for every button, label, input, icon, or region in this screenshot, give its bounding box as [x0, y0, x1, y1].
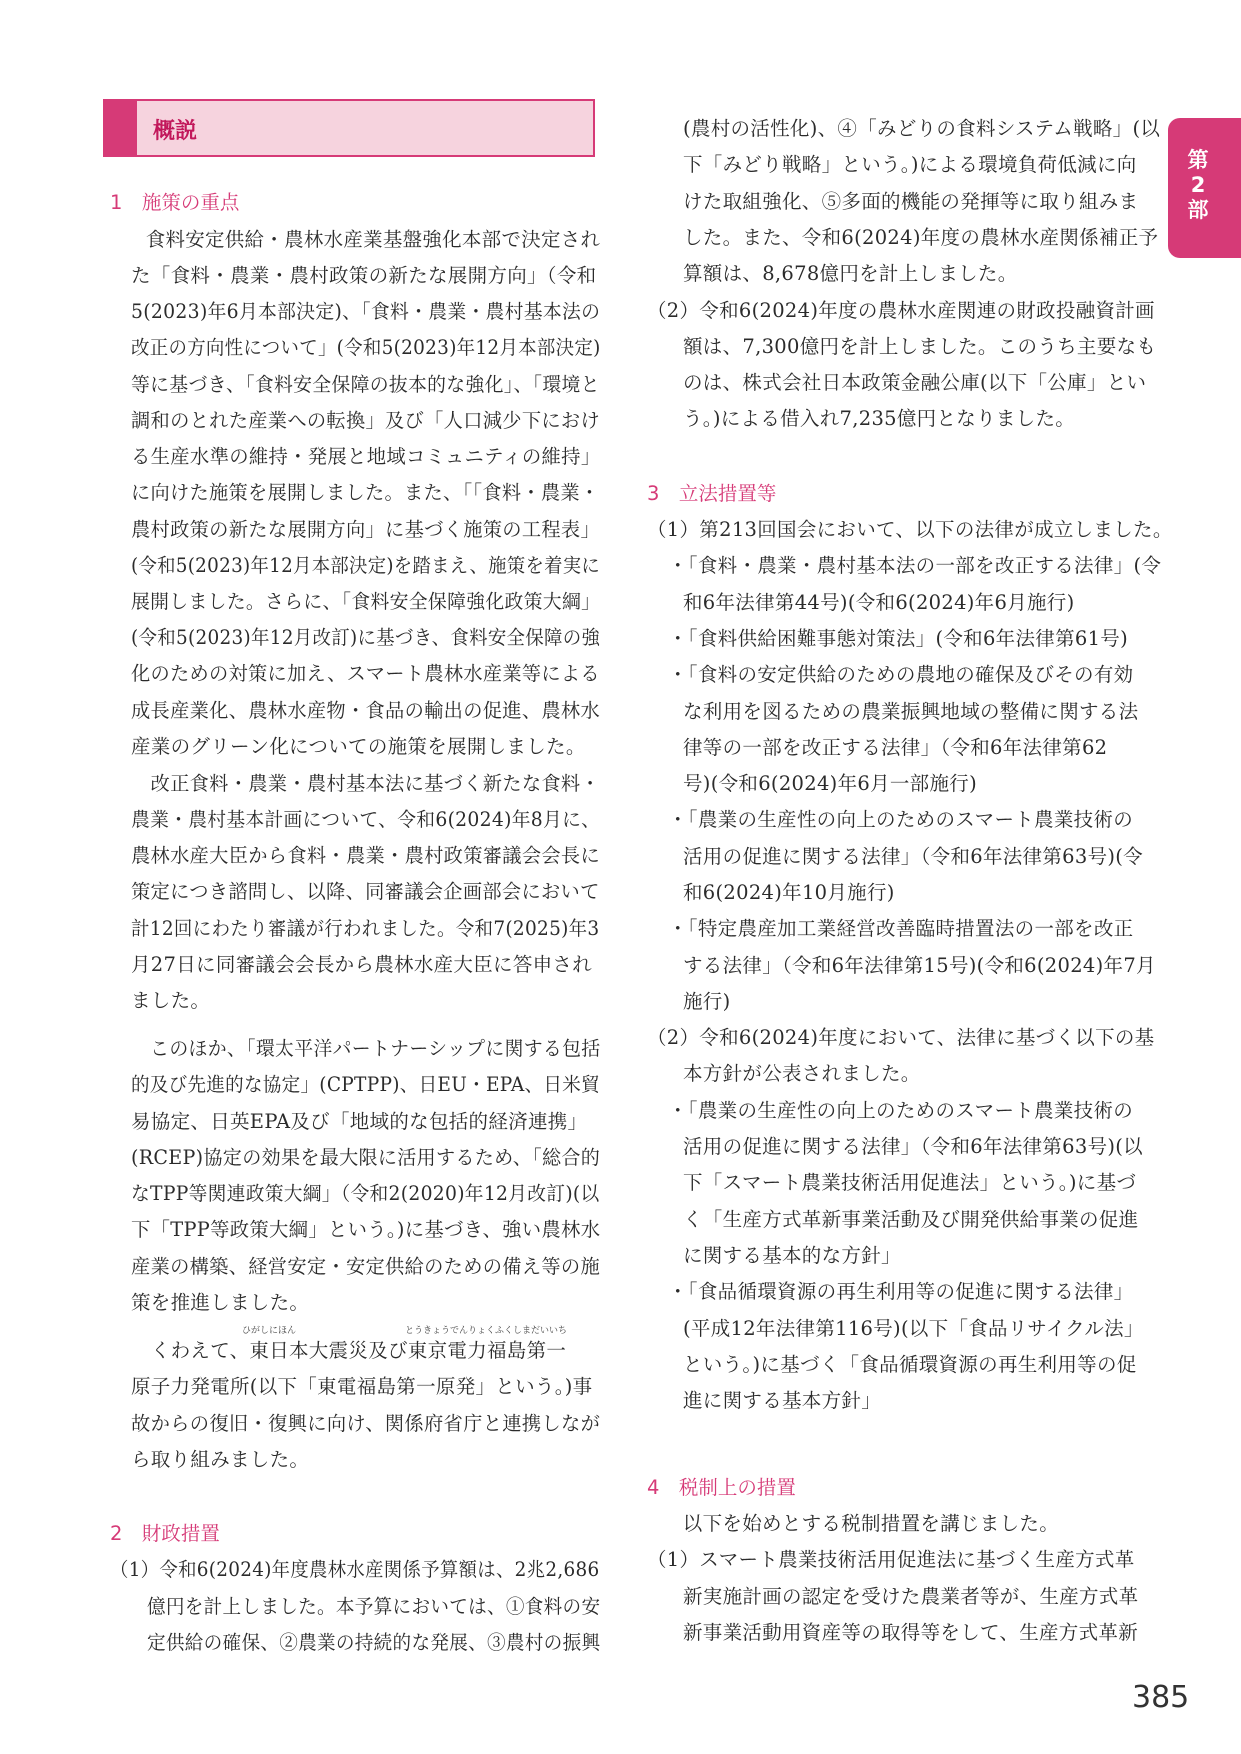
body-line: 進に関する基本方針」 [683, 1389, 882, 1412]
body-line: 調和のとれた産業への転換」及び「人口減少下におけ [131, 409, 601, 432]
body-line: 計12回にわたり審議が行われました。令和7(2025)年3 [131, 917, 600, 940]
body-line: (平成12年法律第116号)(以下「食品リサイクル法」 [683, 1317, 1144, 1340]
body-line: した。また、令和6(2024)年度の農林水産関係補正予 [683, 226, 1159, 249]
body-line: （2）令和6(2024)年度において、法律に基づく以下の基 [647, 1026, 1155, 1049]
section-heading-4: 4 税制上の措置 [647, 1476, 796, 1499]
section-heading-1: 1 施策の重点 [110, 191, 240, 214]
heading-accent-bar [105, 101, 137, 155]
body-line: 易協定、日英EPA及び「地域的な包括的経済連携」 [131, 1110, 588, 1133]
section-heading-2: 2 財政措置 [110, 1522, 220, 1545]
part-tab [1168, 118, 1241, 258]
body-line: 月27日に同審議会会長から農林水産大臣に答申され [131, 953, 593, 976]
body-line: 産業の構築、経営安定・安定供給のための備え等の施 [131, 1255, 601, 1278]
part-tab-label: 第 2 部 [1187, 148, 1209, 222]
body-line: る生産水準の維持・発展と地域コミュニティの維持」 [131, 445, 601, 468]
body-line: 故からの復旧・復興に向け、関係府省庁と連携しなが [131, 1412, 601, 1435]
body-line: 算額は、8,678億円を計上しました。 [683, 262, 1018, 285]
body-line: ・「食料・農業・農村基本法の一部を改正する法律」(令 [668, 554, 1162, 577]
furigana: とうきょうでんりょくふくしまだいいち [405, 1326, 568, 1336]
body-line: 的及び先進的な協定」(CPTPP)、日EU・EPA、日米貿 [131, 1073, 600, 1096]
body-line: 新事業活動用資産等の取得等をして、生産方式革新 [683, 1621, 1139, 1644]
body-line: (令和5(2023)年12月改訂)に基づき、食料安全保障の強 [131, 626, 601, 649]
body-line: 億円を計上しました。本予算においては、①食料の安 [147, 1595, 601, 1618]
body-line: 施行) [683, 990, 731, 1013]
body-line: 農林水産大臣から食料・農業・農村政策審議会会長に [131, 844, 601, 867]
body-line: 和6年法律第44号)(令和6(2024)年6月施行) [683, 591, 1075, 614]
body-line: 律等の一部を改正する法律」（令和6年法律第62 [683, 736, 1108, 759]
section-heading-3: 3 立法措置等 [647, 482, 777, 505]
body-line: に向けた施策を展開しました。また、「「食料・農業・ [131, 481, 600, 504]
body-line: のは、株式会社日本政策金融公庫(以下「公庫」とい [683, 371, 1147, 394]
furigana: ひがしにほん [242, 1326, 297, 1336]
body-line: 号)(令和6(2024)年6月一部施行) [683, 772, 977, 795]
body-line: 農村政策の新たな展開方向」に基づく施策の工程表」 [131, 518, 601, 541]
body-line: 下「みどり戦略」という。)による環境負荷低減に向 [683, 153, 1137, 176]
body-line: 食料安定供給・農林水産業基盤強化本部で決定され [126, 228, 601, 251]
body-line: く「生産方式革新事業活動及び開発供給事業の促進 [683, 1208, 1139, 1231]
body-line: ・「食料の安定供給のための農地の確保及びその有効 [668, 663, 1134, 686]
body-line: 農業・農村基本計画について、令和6(2024)年8月に、 [131, 808, 601, 831]
body-line: ・「農業の生産性の向上のためのスマート農業技術の [668, 1099, 1134, 1122]
page-number: 385 [1132, 1680, 1190, 1715]
body-line: に関する基本的な方針」 [683, 1244, 901, 1267]
body-line: （2）令和6(2024)年度の農林水産関連の財政投融資計画 [647, 299, 1155, 322]
body-line: 下「スマート農業技術活用促進法」という。)に基づ [683, 1171, 1137, 1194]
body-line: 和6(2024)年10月施行) [683, 881, 895, 904]
body-line: 策定につき諮問し、以降、同審議会企画部会において [131, 880, 600, 903]
body-line: このほか、「環太平洋パートナーシップに関する包括 [131, 1037, 601, 1060]
body-line: ら取り組みました。 [131, 1448, 310, 1471]
body-line: う。)による借入れ7,235億円となりました。 [683, 407, 1076, 430]
page-heading: 概説 [153, 119, 198, 144]
body-line: ・「特定農産加工業経営改善臨時措置法の一部を改正 [668, 917, 1134, 940]
body-line: くわえて、東日本大震災及び東京電力福島第一 [131, 1339, 567, 1362]
body-line: 化のための対策に加え、スマート農林水産業等による [131, 662, 600, 685]
body-line: 本方針が公表されました。 [683, 1062, 921, 1085]
body-line: (令和5(2023)年12月本部決定)を踏まえ、施策を着実に [131, 554, 601, 577]
body-line: ・「食料供給困難事態対策法」(令和6年法律第61号) [668, 627, 1128, 650]
body-line: な利用を図るための農業振興地域の整備に関する法 [683, 700, 1139, 723]
body-line: （1）第213回国会において、以下の法律が成立しました。 [647, 518, 1173, 541]
body-line: 以下を始めとする税制措置を講じました。 [663, 1512, 1059, 1535]
body-line: (農村の活性化)、④「みどりの食料システム戦略」(以 [683, 117, 1161, 140]
body-line: ました。 [131, 989, 211, 1012]
body-line: 展開しました。さらに、「食料安全保障強化政策大綱」 [131, 590, 601, 613]
body-line: 定供給の確保、②農業の持続的な発展、③農村の振興 [147, 1631, 601, 1654]
body-line: 額は、7,300億円を計上しました。このうち主要なも [683, 335, 1157, 358]
body-line: する法律」（令和6年法律第15号)(令和6(2024)年7月 [683, 954, 1156, 977]
body-line: 成長産業化、農林水産物・食品の輸出の促進、農林水 [131, 699, 601, 722]
body-line: 活用の促進に関する法律」（令和6年法律第63号)(令 [683, 845, 1143, 868]
body-line: （1）令和6(2024)年度農林水産関係予算額は、2兆2,686 [110, 1558, 600, 1581]
body-line: (RCEP)協定の効果を最大限に活用するため、「総合的 [131, 1146, 601, 1169]
body-line: （1）スマート農業技術活用促進法に基づく生産方式革 [647, 1548, 1135, 1571]
body-line: た「食料・農業・農村政策の新たな展開方向」（令和 [131, 264, 597, 287]
body-line: けた取組強化、⑤多面的機能の発揮等に取り組みま [683, 190, 1139, 213]
body-line: 等に基づき、「食料安全保障の抜本的な強化」、「環境と [131, 373, 600, 396]
body-line: 活用の促進に関する法律」（令和6年法律第63号)(以 [683, 1135, 1143, 1158]
body-line: 策を推進しました。 [131, 1291, 310, 1314]
body-line: 5(2023)年6月本部決定)、「食料・農業・農村基本法の [131, 300, 601, 323]
body-line: という。)に基づく「食品循環資源の再生利用等の促 [683, 1353, 1137, 1376]
body-line: 改正食料・農業・農村基本法に基づく新たな食料・ [131, 772, 601, 795]
heading-box [103, 99, 595, 157]
body-line: 新実施計画の認定を受けた農業者等が、生産方式革 [683, 1585, 1139, 1608]
body-line: 原子力発電所(以下「東電福島第一原発」という。)事 [131, 1375, 593, 1398]
body-line: 改正の方向性について」(令和5(2023)年12月本部決定) [131, 336, 601, 359]
body-line: ・「農業の生産性の向上のためのスマート農業技術の [668, 808, 1134, 831]
body-line: ・「食品循環資源の再生利用等の促進に関する法律」 [668, 1280, 1134, 1303]
body-line: 産業のグリーン化についての施策を展開しました。 [131, 735, 586, 758]
body-line: なTPP等関連政策大綱」（令和2(2020)年12月改訂)(以 [131, 1182, 600, 1205]
body-line: 下「TPP等政策大綱」という。)に基づき、強い農林水 [131, 1218, 601, 1241]
